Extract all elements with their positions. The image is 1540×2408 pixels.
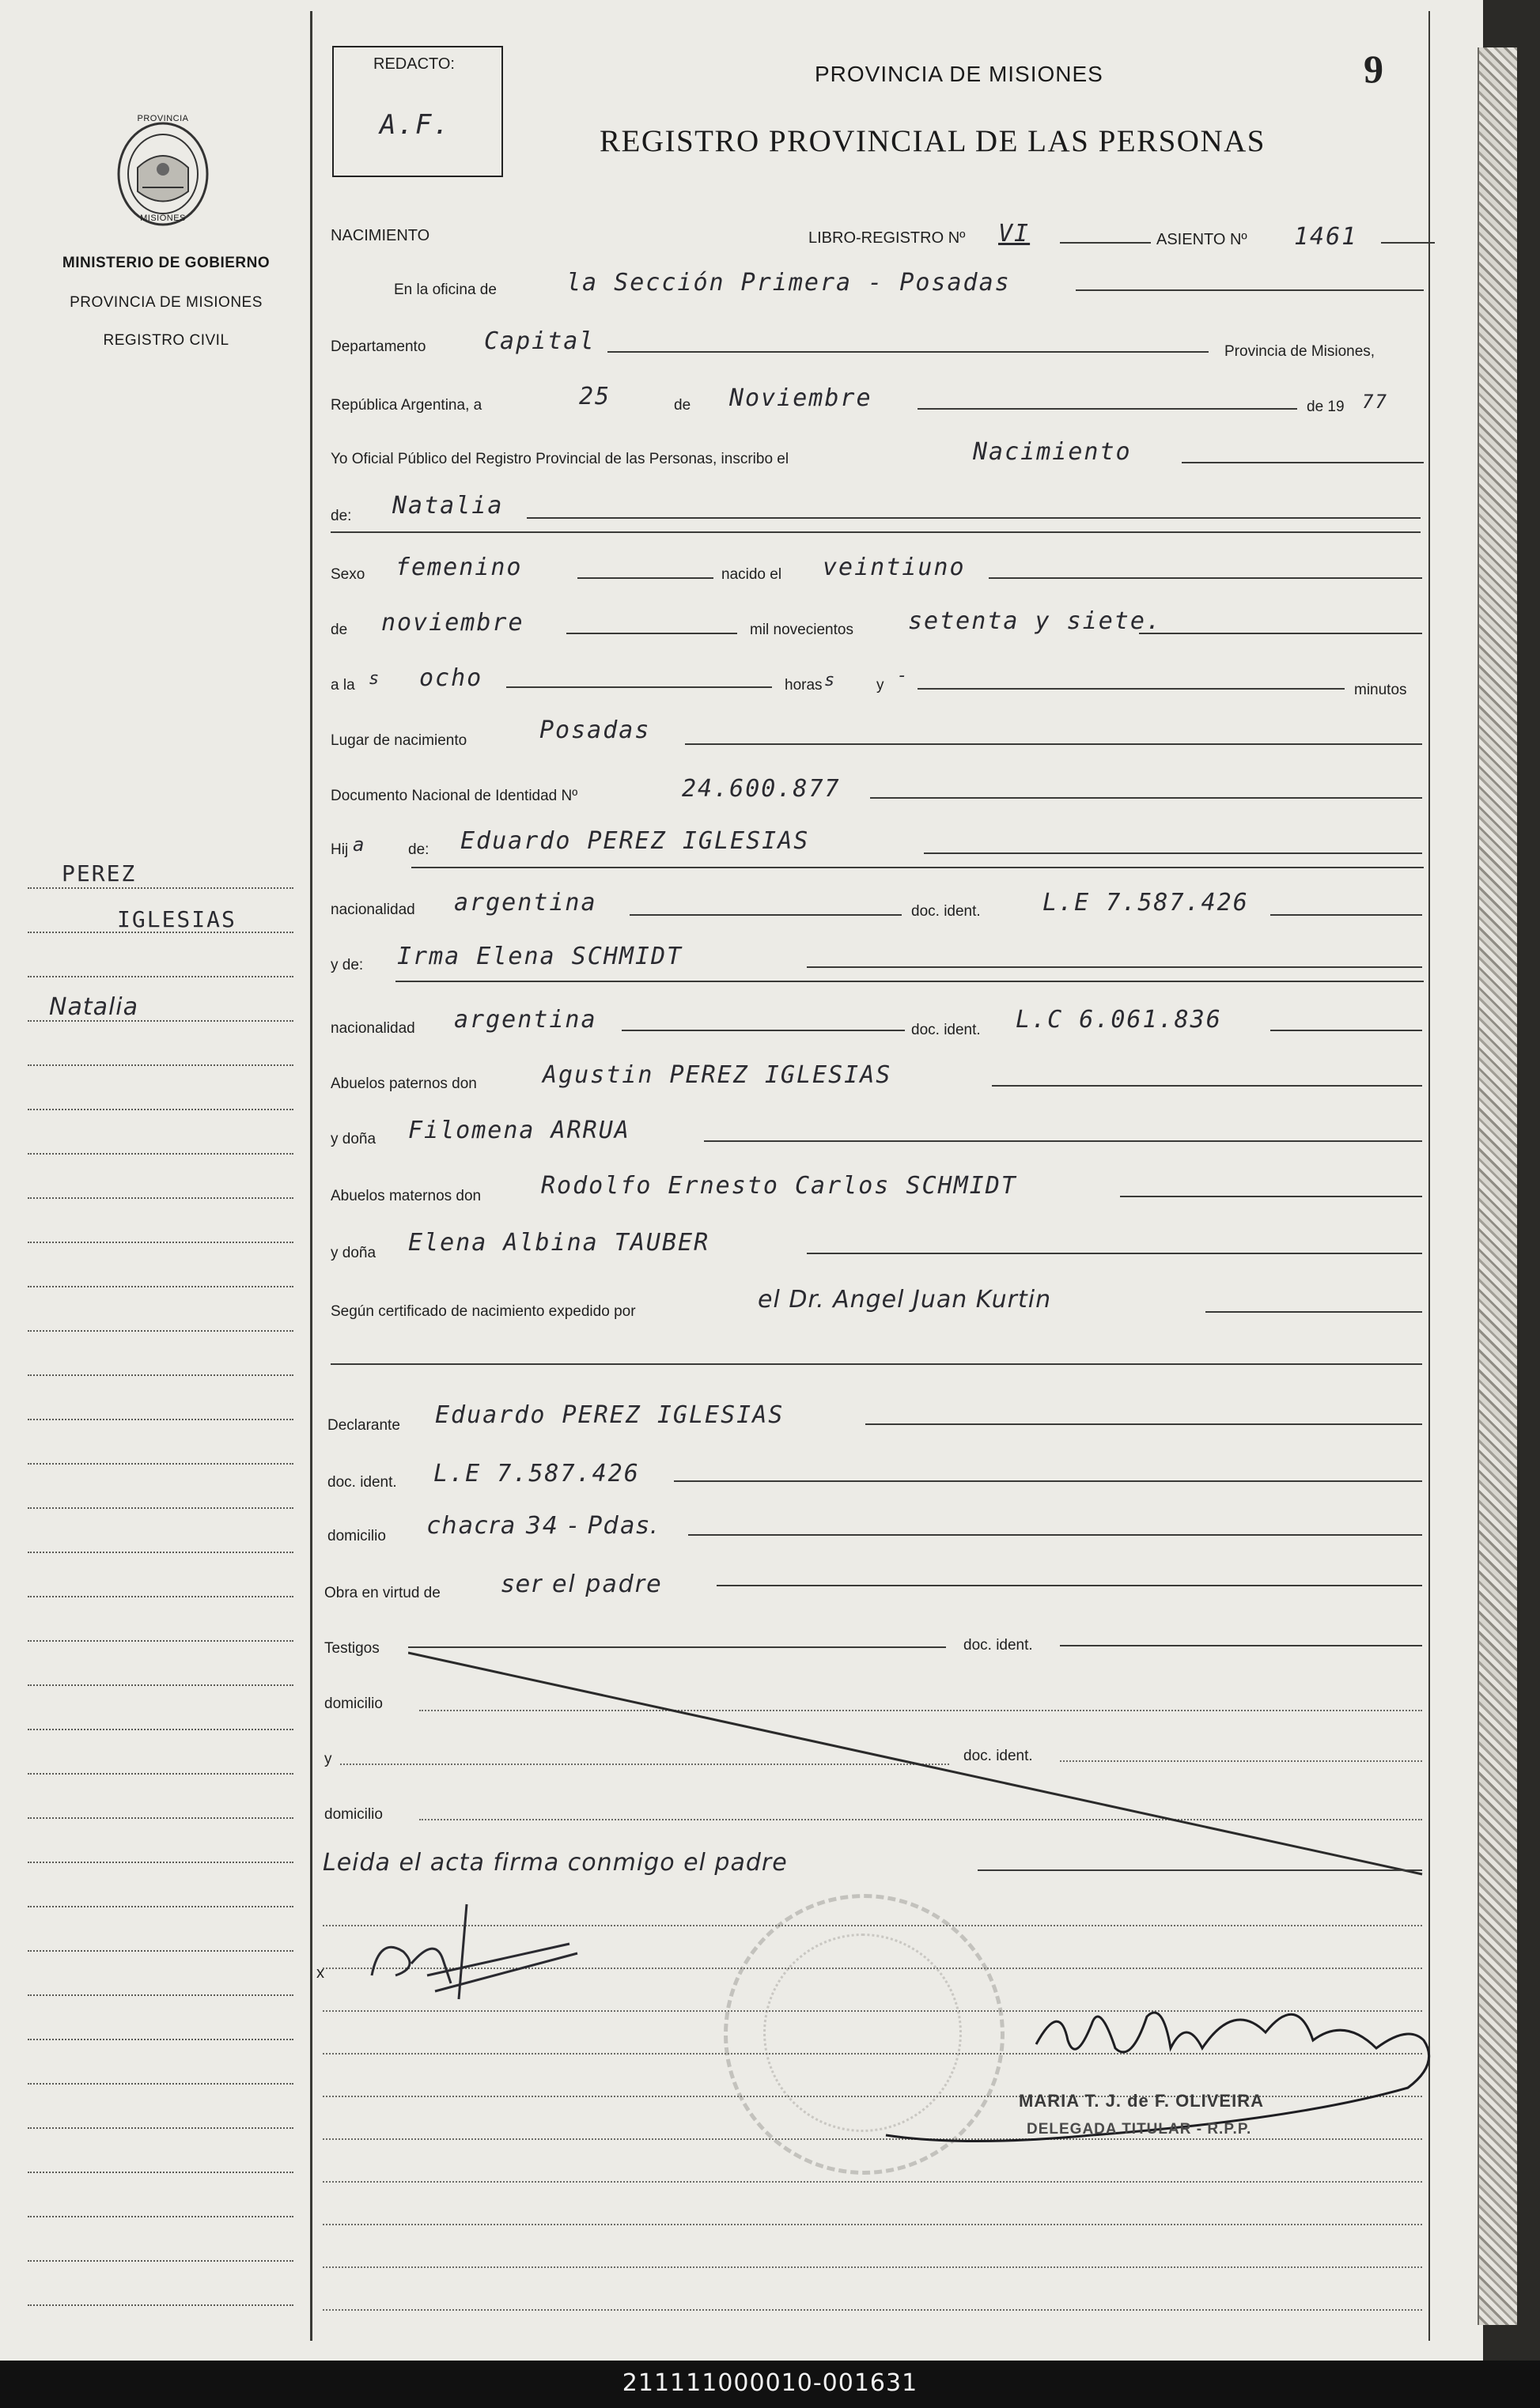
margin-ruled-line xyxy=(28,2216,293,2217)
abuelo-pat-line xyxy=(992,1085,1422,1087)
abuela-pat-value: Filomena ARRUA xyxy=(408,1117,630,1144)
margin-ruled-line xyxy=(28,1906,293,1907)
domicilio-label: domicilio xyxy=(327,1528,386,1544)
oficial-label: Yo Oficial Público del Registro Provincial de las Personas, inscribo el xyxy=(331,451,789,467)
sexo-value: femenino xyxy=(395,554,523,581)
segun-value: el Dr. Angel Juan Kurtin xyxy=(758,1286,1052,1314)
signature-x-mark: x xyxy=(316,1964,324,1982)
mes-value: Noviembre xyxy=(729,384,872,412)
hijo-suffix: a xyxy=(353,834,366,856)
margin-ruled-line xyxy=(28,1109,293,1110)
departamento-value: Capital xyxy=(484,327,596,355)
madre-value: Irma Elena SCHMIDT xyxy=(397,943,683,970)
padre-doc-value: L.E 7.587.426 xyxy=(1042,889,1249,917)
leida-line xyxy=(978,1869,1422,1871)
testigos-dom-label: domicilio xyxy=(324,1695,383,1712)
margin-ruled-line xyxy=(28,1773,293,1775)
hijo-de-label: de: xyxy=(408,841,429,858)
oficina-value: la Sección Primera - Posadas xyxy=(566,269,1011,297)
margin-ruled-line xyxy=(28,2172,293,2173)
nacido-value: veintiuno xyxy=(823,554,966,581)
margin-ruled-line xyxy=(28,1020,293,1022)
margin-ruled-line xyxy=(28,1330,293,1332)
asiento-value: 1461 xyxy=(1294,223,1358,251)
mes-nac-line xyxy=(566,633,737,634)
de-label: de xyxy=(674,397,691,414)
province-title: PROVINCIA DE MISIONES xyxy=(815,62,1103,86)
margin-ruled-line xyxy=(28,1197,293,1199)
padre-line xyxy=(924,852,1422,854)
testigos-y-label: y xyxy=(324,1751,332,1767)
madre-nac-line xyxy=(622,1030,905,1031)
abuelo-pat-value: Agustin PEREZ IGLESIAS xyxy=(543,1061,892,1089)
madre-doc-value: L.C 6.061.836 xyxy=(1016,1006,1222,1034)
a-las-suffix: s xyxy=(369,669,381,689)
nacido-label: nacido el xyxy=(721,566,782,583)
hijo-label: Hij xyxy=(331,841,349,858)
testigos-doc-label: doc. ident. xyxy=(963,1637,1033,1654)
abuela-pat-line xyxy=(704,1140,1422,1142)
margin-ruled-line xyxy=(28,1552,293,1553)
record-type-label: NACIMIENTO xyxy=(331,227,430,244)
lugar-label: Lugar de nacimiento xyxy=(331,732,467,749)
seal-bottom-text: MISIONES xyxy=(140,214,186,223)
horas-value: ocho xyxy=(419,664,483,692)
margin-ruled-line xyxy=(28,1862,293,1863)
madre-doc-label: doc. ident. xyxy=(911,1022,981,1038)
dia-value: 25 xyxy=(579,383,611,410)
margin-ruled-line xyxy=(28,1463,293,1465)
decl-doc-label: doc. ident. xyxy=(327,1474,397,1491)
minutos-line xyxy=(918,688,1345,690)
official-name: MARIA T. J. de F. OLIVEIRA xyxy=(1019,2091,1264,2111)
lower-ruled-line xyxy=(323,2266,1422,2268)
declarante-label: Declarante xyxy=(327,1417,400,1434)
abuela-mat-value: Elena Albina TAUBER xyxy=(408,1229,710,1257)
sexo-line xyxy=(577,577,713,579)
lugar-value: Posadas xyxy=(539,716,651,744)
margin-ruled-line xyxy=(28,2083,293,2085)
declarante-line xyxy=(865,1423,1422,1425)
margin-ruled-line xyxy=(28,1817,293,1819)
seal-top-text: PROVINCIA xyxy=(137,114,189,123)
margin-ruled-line xyxy=(28,1153,293,1155)
margin-ruled-line xyxy=(28,2039,293,2040)
margin-ruled-line xyxy=(28,1596,293,1597)
mes-nac-value: noviembre xyxy=(381,609,524,637)
republica-label: República Argentina, a xyxy=(331,397,482,414)
margin-ruled-line xyxy=(28,1242,293,1243)
horas-line xyxy=(506,686,772,688)
a-las-label: a la xyxy=(331,677,355,694)
abuelos-pat-label: Abuelos paternos don xyxy=(331,1075,477,1092)
page-number: 9 xyxy=(1364,47,1383,91)
madre-line-2 xyxy=(395,981,1424,982)
madre-nac-value: argentina xyxy=(454,1006,597,1034)
margin-ruled-line xyxy=(28,932,293,933)
margin-ruled-line xyxy=(28,1507,293,1509)
decl-doc-value: L.E 7.587.426 xyxy=(433,1460,640,1488)
testigos-doc2-label: doc. ident. xyxy=(963,1748,1033,1764)
obra-label: Obra en virtud de xyxy=(324,1585,441,1601)
obra-value: ser el padre xyxy=(501,1571,663,1598)
abuelo-mat-value: Rodolfo Ernesto Carlos SCHMIDT xyxy=(541,1172,1017,1200)
segun-label: Según certificado de nacimiento expedido por xyxy=(331,1303,636,1320)
oficina-line xyxy=(1076,289,1424,291)
margin-ruled-line xyxy=(28,976,293,977)
departamento-label: Departamento xyxy=(331,338,426,355)
padre-doc-label: doc. ident. xyxy=(911,903,981,920)
mil-label: mil novecientos xyxy=(750,622,853,638)
horas-suffix: s xyxy=(824,671,837,690)
madre-doc-line xyxy=(1270,1030,1422,1031)
y-dona-pat-label: y doña xyxy=(331,1131,376,1147)
padre-nac-line xyxy=(630,914,902,916)
lower-ruled-line xyxy=(323,2309,1422,2311)
nacido-line xyxy=(989,577,1422,579)
margin-ruled-line xyxy=(28,1374,293,1376)
mes-line xyxy=(918,408,1297,410)
nombre-line xyxy=(527,517,1421,519)
sexo-label: Sexo xyxy=(331,566,365,583)
horas-label: horas xyxy=(785,677,823,694)
segun-line xyxy=(1205,1311,1422,1313)
libro-line xyxy=(1060,242,1151,244)
padre-doc-line xyxy=(1270,914,1422,916)
margin-ruled-line xyxy=(28,1419,293,1420)
domicilio-value: chacra 34 - Pdas. xyxy=(427,1512,660,1540)
de-mes-label: de xyxy=(331,622,348,638)
de-name-label: de: xyxy=(331,508,352,524)
declarante-value: Eduardo PEREZ IGLESIAS xyxy=(435,1401,785,1429)
y-label: y xyxy=(876,677,884,694)
provincia-suffix: Provincia de Misiones, xyxy=(1224,343,1375,360)
decl-doc-line xyxy=(674,1480,1422,1482)
lugar-line xyxy=(685,743,1422,745)
province-label: PROVINCIA DE MISIONES xyxy=(70,294,263,311)
asiento-label: ASIENTO Nº xyxy=(1156,231,1247,248)
padre-value: Eduardo PEREZ IGLESIAS xyxy=(460,827,810,855)
margin-ruled-line xyxy=(28,1286,293,1287)
testigos-strike-line xyxy=(408,1645,1428,1882)
image-id: 211111000010-001631 xyxy=(622,2369,918,2397)
registry-title: REGISTRO PROVINCIAL DE LAS PERSONAS xyxy=(600,124,1266,158)
column-divider xyxy=(310,11,312,2341)
margin-ruled-line xyxy=(28,2260,293,2262)
y-dona-mat-label: y doña xyxy=(331,1245,376,1261)
nombre-line-2 xyxy=(331,531,1421,533)
padre-nac-value: argentina xyxy=(454,889,597,917)
year-suffix: 77 xyxy=(1362,391,1388,413)
abuelos-mat-label: Abuelos maternos don xyxy=(331,1188,482,1204)
dni-line xyxy=(870,797,1422,799)
madre-nac-label: nacionalidad xyxy=(331,1020,415,1037)
official-title: DELEGADA TITULAR - R.P.P. xyxy=(1027,2121,1252,2138)
anio-value: setenta y siete. xyxy=(908,607,1162,635)
margin-ruled-line xyxy=(28,887,293,889)
margin-ruled-line xyxy=(28,1950,293,1952)
margin-ruled-line xyxy=(28,2127,293,2129)
inscribo-line xyxy=(1182,462,1424,463)
declarant-signature-icon xyxy=(348,1888,585,2007)
redacto-value: A.F. xyxy=(380,109,451,141)
padre-line-2 xyxy=(411,867,1424,868)
margin-given-name: Natalia xyxy=(49,993,139,1021)
abuelo-mat-line xyxy=(1120,1196,1422,1197)
madre-line xyxy=(807,966,1422,968)
margin-ruled-line xyxy=(28,1994,293,1996)
margin-surname-1: PEREZ xyxy=(62,860,137,886)
margin-ruled-line xyxy=(28,1640,293,1642)
margin-ruled-line xyxy=(28,1729,293,1730)
inscribo-value: Nacimiento xyxy=(973,438,1132,466)
domicilio-line xyxy=(688,1534,1422,1536)
segun-line-2 xyxy=(331,1363,1422,1365)
testigos-label: Testigos xyxy=(324,1640,380,1657)
obra-line xyxy=(717,1585,1422,1586)
minutos-label: minutos xyxy=(1354,682,1407,698)
binding-pattern xyxy=(1478,47,1517,2325)
dni-value: 24.600.877 xyxy=(682,775,841,803)
testigos-dom2-label: domicilio xyxy=(324,1806,383,1823)
libro-label: LIBRO-REGISTRO Nº xyxy=(808,229,966,247)
minutos-value: - xyxy=(897,666,910,686)
margin-ruled-line xyxy=(28,2304,293,2306)
nombre-value: Natalia xyxy=(392,492,504,520)
anio-line xyxy=(1139,633,1422,634)
redacto-label: REDACTO: xyxy=(373,55,455,73)
year-prefix: de 19 xyxy=(1307,399,1345,415)
y-de-label: y de: xyxy=(331,957,364,973)
abuela-mat-line xyxy=(807,1253,1422,1254)
lower-ruled-line xyxy=(323,2224,1422,2225)
departamento-line xyxy=(607,351,1209,353)
ministry-label: MINISTERIO DE GOBIERNO xyxy=(62,255,271,271)
oficina-label: En la oficina de xyxy=(394,282,497,298)
asiento-line xyxy=(1381,242,1435,244)
margin-ruled-line xyxy=(28,1064,293,1066)
margin-ruled-line xyxy=(28,1684,293,1686)
margin-surname-2: IGLESIAS xyxy=(117,906,236,932)
leida-value: Leida el acta firma conmigo el padre xyxy=(323,1849,788,1877)
padre-nac-label: nacionalidad xyxy=(331,902,415,918)
dni-label: Documento Nacional de Identidad Nº xyxy=(331,788,578,804)
lower-ruled-line xyxy=(323,2181,1422,2183)
registry-label: REGISTRO CIVIL xyxy=(103,332,229,349)
libro-value: VI xyxy=(998,220,1031,248)
